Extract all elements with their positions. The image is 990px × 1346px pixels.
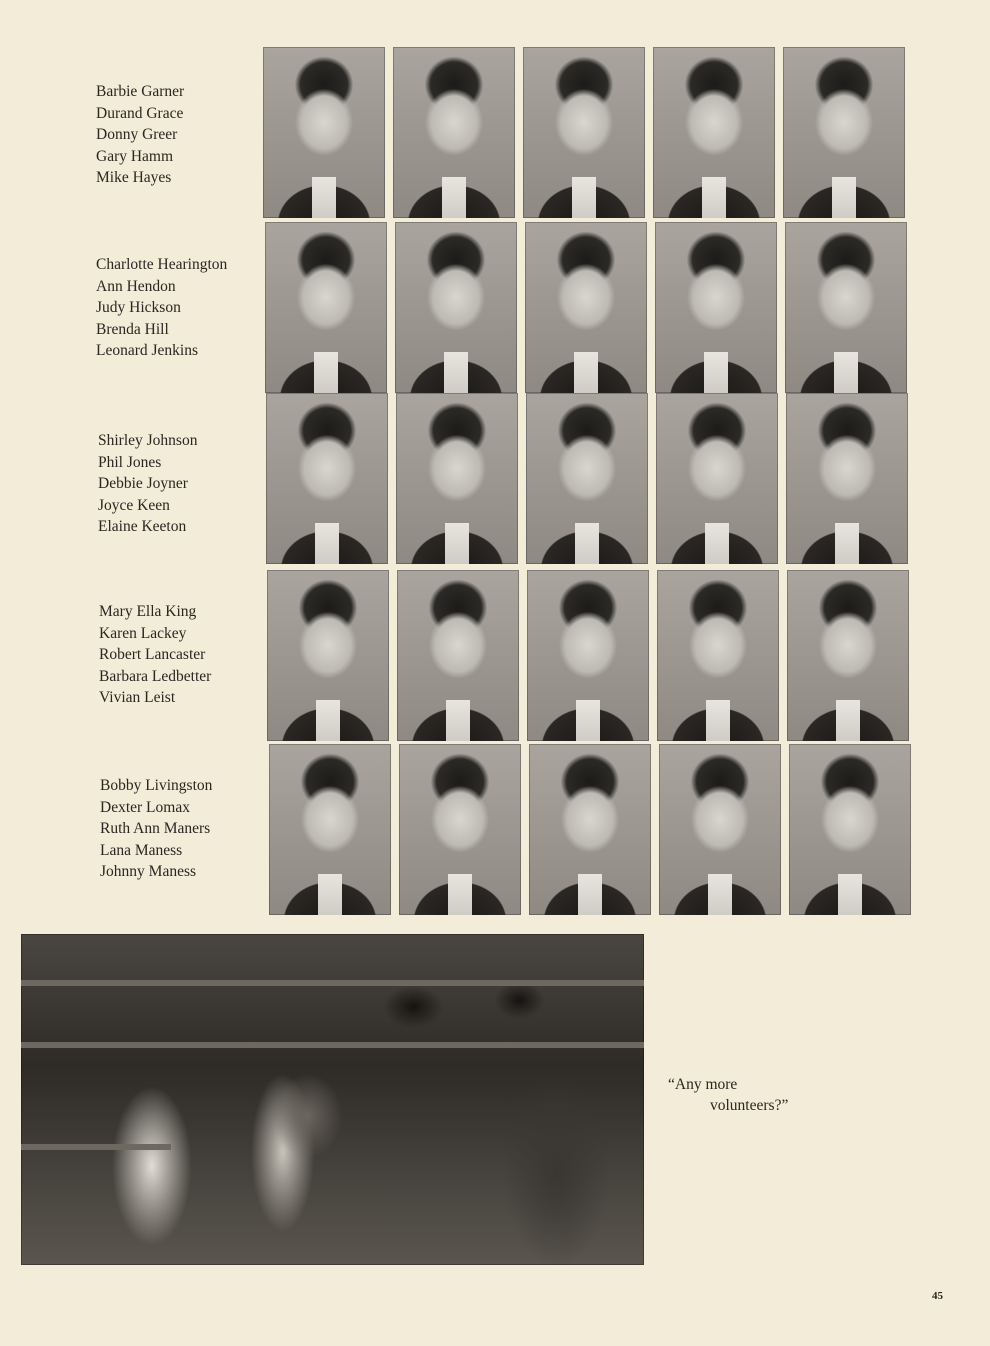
student-portrait xyxy=(396,393,518,564)
student-name: Mike Hayes xyxy=(96,169,172,186)
student-name: Robert Lancaster xyxy=(99,646,206,663)
name-list-row-2 xyxy=(96,254,227,362)
student-name: Vivian Leist xyxy=(99,689,176,706)
student-portrait xyxy=(266,393,388,564)
student-name: Bobby Livingston xyxy=(100,777,213,794)
student-name: Phil Jones xyxy=(98,453,162,471)
student-portrait xyxy=(393,47,515,218)
student-portrait xyxy=(397,570,519,741)
student-name: Elaine Keeton xyxy=(98,518,187,535)
student-name: Shirley Johnson xyxy=(98,432,198,449)
shelf-line xyxy=(21,1042,644,1048)
student-name: Brenda Hill xyxy=(96,320,169,338)
shelf-line xyxy=(21,980,644,986)
student-portrait xyxy=(267,570,389,741)
portrait-row-1 xyxy=(263,47,905,218)
student-portrait xyxy=(785,222,907,393)
student-portrait xyxy=(783,47,905,218)
student-portrait xyxy=(525,222,647,393)
student-portrait xyxy=(789,744,911,915)
student-name: Donny Greer xyxy=(96,126,178,143)
photo-caption xyxy=(668,1074,788,1116)
page-number: 45 xyxy=(932,1290,943,1302)
portrait-row-2 xyxy=(265,222,907,393)
student-portrait xyxy=(526,393,648,564)
student-portrait xyxy=(399,744,521,915)
portrait-row-5 xyxy=(269,744,911,915)
caption-line-2: volunteers?” xyxy=(710,1097,789,1114)
name-list-row-5 xyxy=(100,775,212,883)
student-name: Dexter Lomax xyxy=(100,798,190,816)
student-name: Mary Ella King xyxy=(99,603,197,620)
student-portrait xyxy=(523,47,645,218)
student-portrait xyxy=(787,570,909,741)
student-portrait xyxy=(786,393,908,564)
student-name: Joyce Keen xyxy=(98,496,170,514)
student-name: Ruth Ann Maners xyxy=(100,820,211,837)
student-portrait xyxy=(655,222,777,393)
portrait-row-4 xyxy=(267,570,909,741)
student-name: Debbie Joyner xyxy=(98,475,188,492)
student-name: Barbie Garner xyxy=(96,83,185,100)
student-name: Judy Hickson xyxy=(96,299,181,316)
student-portrait xyxy=(527,570,649,741)
shelf-line xyxy=(21,1144,171,1150)
student-portrait xyxy=(263,47,385,218)
student-portrait xyxy=(657,570,779,741)
caption-line-1: “Any more xyxy=(668,1076,738,1093)
student-name: Johnny Maness xyxy=(100,863,197,880)
student-name: Charlotte Hearington xyxy=(96,256,228,273)
name-list-row-4 xyxy=(99,601,211,709)
student-name: Barbara Ledbetter xyxy=(99,667,212,685)
student-portrait xyxy=(656,393,778,564)
name-list-row-1 xyxy=(96,81,184,189)
student-name: Durand Grace xyxy=(96,104,184,122)
student-portrait xyxy=(659,744,781,915)
name-list-row-3 xyxy=(98,430,197,538)
student-name: Lana Maness xyxy=(100,841,183,859)
student-name: Ann Hendon xyxy=(96,277,176,295)
portrait-row-3 xyxy=(266,393,908,564)
classroom-photo xyxy=(21,934,644,1265)
student-portrait xyxy=(529,744,651,915)
student-portrait xyxy=(395,222,517,393)
student-portrait xyxy=(653,47,775,218)
student-name: Karen Lackey xyxy=(99,624,187,642)
student-name: Gary Hamm xyxy=(96,147,174,165)
student-portrait xyxy=(265,222,387,393)
student-portrait xyxy=(269,744,391,915)
student-name: Leonard Jenkins xyxy=(96,342,199,359)
